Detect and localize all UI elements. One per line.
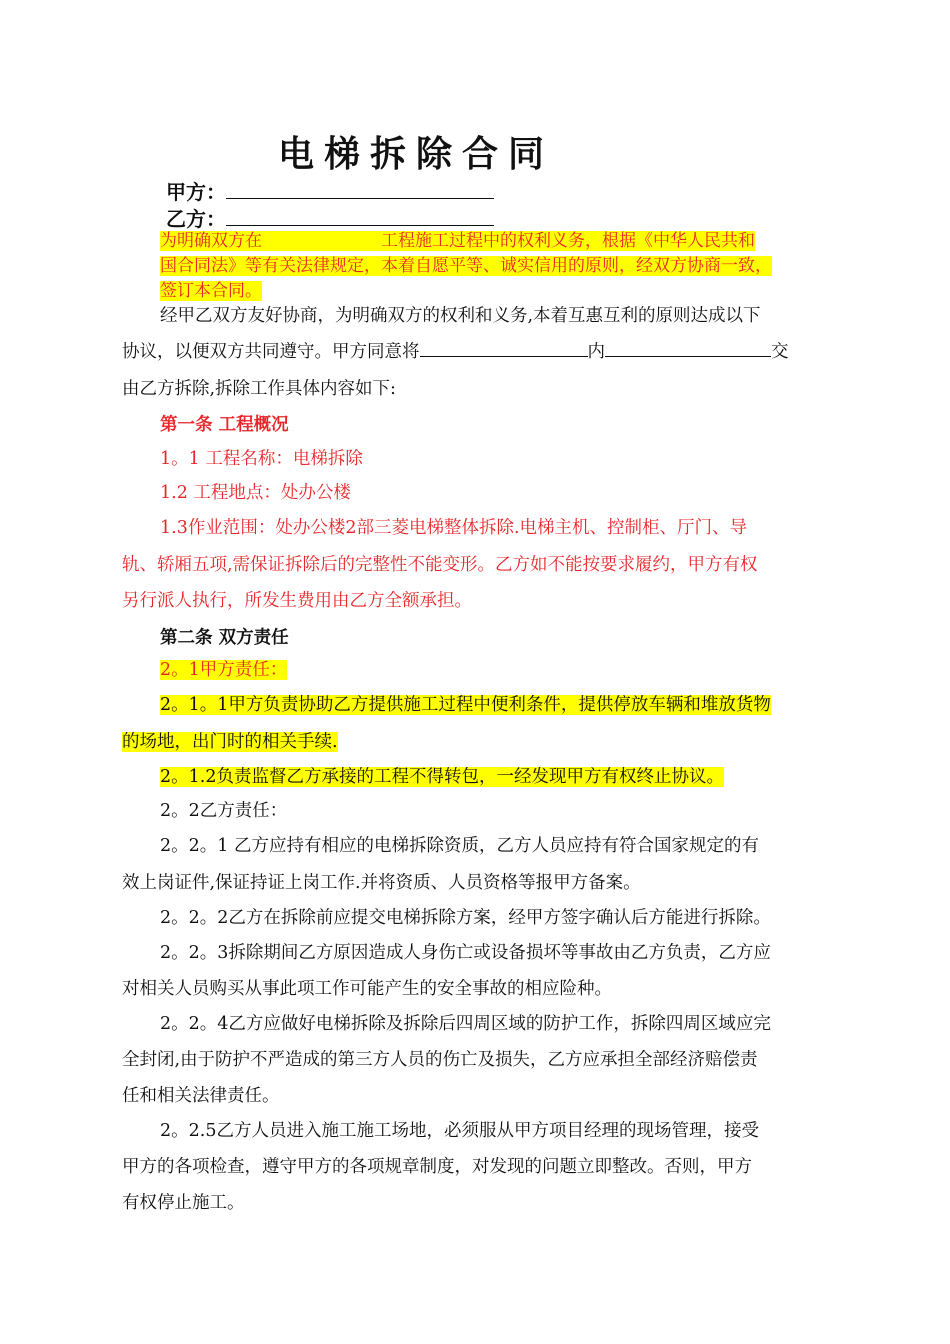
article1-heading: 第一条 工程概况: [160, 415, 289, 435]
party-a-blank: [226, 180, 494, 199]
article2-b3-line2: 对相关人员购买从事此项工作可能产生的安全事故的相应险种。: [122, 979, 612, 999]
article2-heading: 第二条 双方责任: [160, 628, 289, 648]
para1-line-2: [122, 338, 789, 363]
intro-text-1b: 工程施工过程中的权利义务，根据《中华人民共和: [381, 231, 755, 251]
article2-b1-line1: 2。2。1 乙方应持有相应的电梯拆除资质，乙方人员应持有符合国家规定的有: [160, 836, 759, 856]
article2-a2-text: 2。1.2负责监督乙方承接的工程不得转包，一经发现甲方有权终止协议。: [160, 767, 724, 787]
article2-b-heading: 2。2乙方责任：: [160, 801, 288, 821]
article2-b3-line1: 2。2。3拆除期间乙方原因造成人身伤亡或设备损坏等事故由乙方负责，乙方应: [160, 943, 771, 963]
article2-a-heading: [160, 656, 287, 681]
party-a-label: 甲方：: [166, 180, 226, 204]
article1-item3-line3: 另行派人执行，所发生费用由乙方全额承担。: [122, 591, 472, 611]
intro-text-2: 国合同法》等有关法律规定，本着自愿平等、诚实信用的原则，经双方协商一致，: [160, 256, 772, 276]
article1-item2: 1.2 工程地点：处办公楼: [160, 483, 351, 503]
article2-a1-text2: 的场地，出门时的相关手续.: [122, 732, 338, 752]
para1-line-3: 由乙方拆除,拆除工作具体内容如下:: [122, 379, 396, 399]
article2-b5-line2: 甲方的各项检查，遵守甲方的各项规章制度，对发现的问题立即整改。否则，甲方: [122, 1157, 752, 1177]
para1-blank-2: [605, 338, 771, 357]
para1-text-2c: 交: [771, 342, 789, 362]
article2-b4-line2: 全封闭,由于防护不严造成的第三方人员的伤亡及损失，乙方应承担全部经济赔偿责: [122, 1050, 758, 1070]
article2-b5-line1: 2。2.5乙方人员进入施工施工场地，必须服从甲方项目经理的现场管理，接受: [160, 1121, 759, 1141]
intro-text-1a: 为明确双方在: [160, 231, 262, 251]
article2-a1-line1: [160, 691, 771, 716]
intro-line-2: [160, 251, 772, 276]
para1-text-2b: 内: [587, 342, 605, 362]
article1-item3-line2: 轨、轿厢五项,需保证拆除后的完整性不能变形。乙方如不能按要求履约，甲方有权: [122, 555, 758, 575]
intro-text-3: 签订本合同。: [160, 281, 262, 301]
article1-item3-line1: 1.3作业范围：处办公楼2部三菱电梯整体拆除.电梯主机、控制柜、厅门、导: [160, 518, 748, 538]
article2-b1-line2: 效上岗证件,保证持证上岗工作.并将资质、人员资格等报甲方备案。: [122, 873, 641, 893]
article2-a1-text1: 2。1。1甲方负责协助乙方提供施工过程中便利条件，提供停放车辆和堆放货物: [160, 695, 771, 715]
intro-line-3: [160, 276, 262, 301]
article2-b2: 2。2。2乙方在拆除前应提交电梯拆除方案，经甲方签字确认后方能进行拆除。: [160, 908, 771, 928]
article2-b4-line3: 任和相关法律责任。: [122, 1086, 280, 1106]
para1-line-1: 经甲乙双方友好协商，为明确双方的权利和义务,本着互惠互利的原则达成以下: [160, 306, 761, 326]
para1-blank-1: [420, 338, 588, 357]
intro-line-1: [160, 226, 755, 251]
page-title: 电梯拆除合同: [278, 134, 555, 175]
party-b-blank: [226, 207, 494, 226]
article2-a-heading-text: 2。1甲方责任：: [160, 660, 288, 680]
article2-a2: [160, 763, 724, 788]
para1-text-2a: 协议，以便双方共同遵守。甲方同意将: [122, 342, 420, 362]
intro-blank: [262, 231, 381, 251]
article1-item1: 1。1 工程名称：电梯拆除: [160, 449, 363, 469]
article2-b5-line3: 有权停止施工。: [122, 1193, 245, 1213]
article2-a1-line2: [122, 728, 338, 753]
article2-b4-line1: 2。2。4乙方应做好电梯拆除及拆除后四周区域的防护工作，拆除四周区域应完: [160, 1014, 771, 1034]
party-a-line: [166, 176, 494, 205]
party-b-label: 乙方：: [166, 207, 226, 231]
